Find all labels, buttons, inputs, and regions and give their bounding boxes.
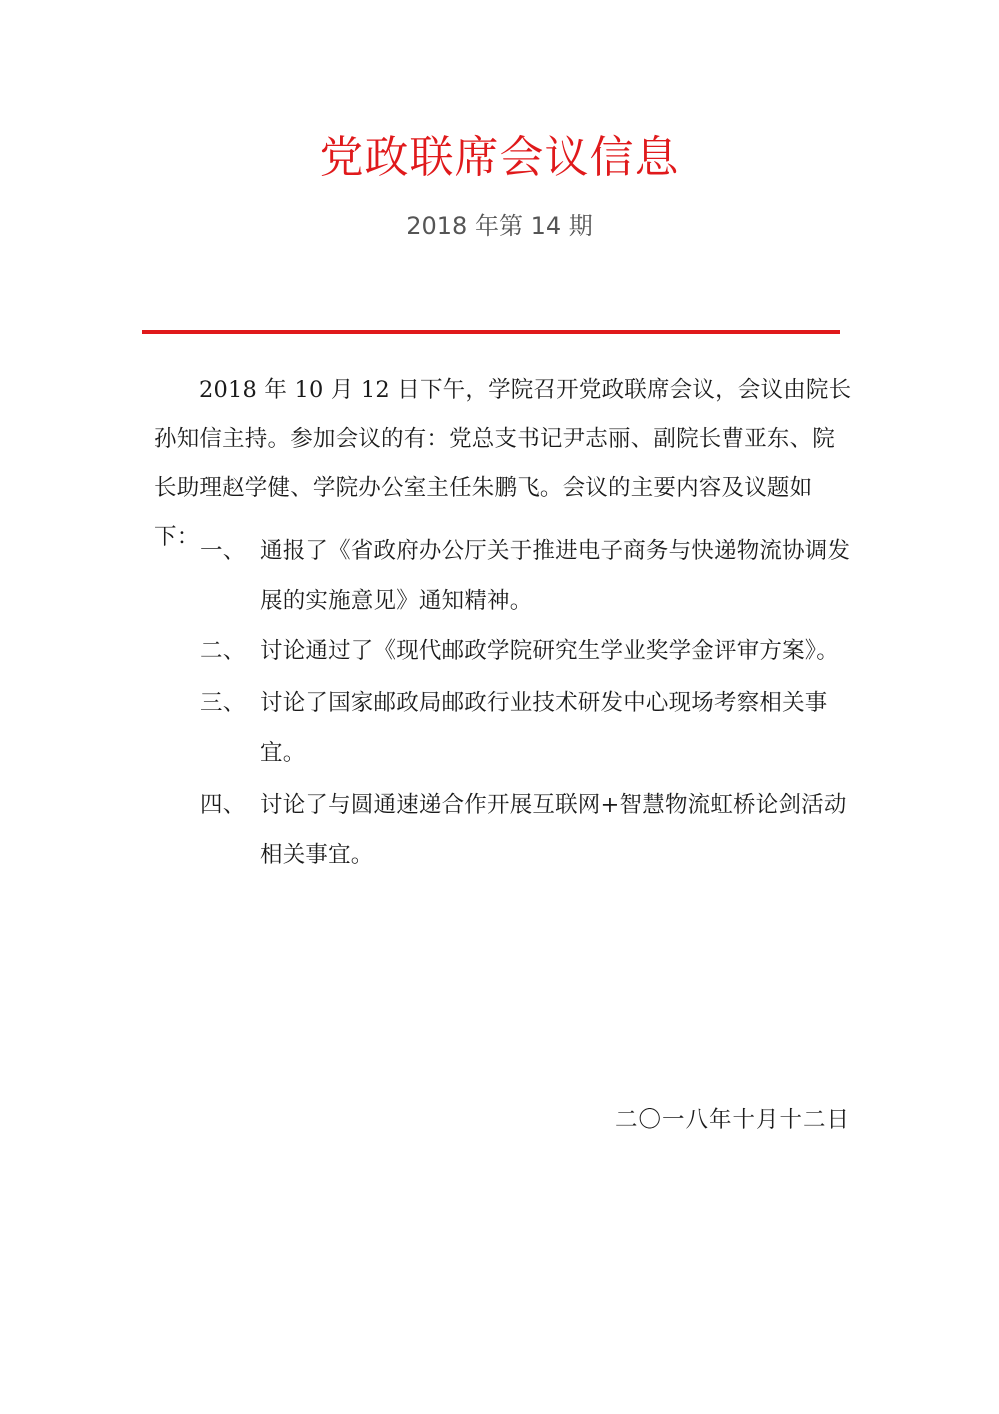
red-divider-line — [142, 330, 840, 334]
agenda-item-number: 一、 — [200, 538, 246, 564]
intro-paragraph: 2018 年 10 月 12 日下午，学院召开党政联席会议，会议由院长孙知信主持。参加会议的有：党总支书记尹志丽、副院长曹亚东、院长助理赵学健、学院办公室主任朱鹏飞。会议的主要内容及议题如下： — [154, 377, 852, 550]
agenda-item-number: 四、 — [200, 792, 246, 818]
document-title: 党政联席会议信息 — [319, 132, 680, 183]
document-date: 二〇一八年十月十二日 — [614, 1107, 850, 1133]
agenda-item-text: 讨论了国家邮政局邮政行业技术研发中心现场考察相关事宜。 — [260, 690, 828, 766]
agenda-item-number: 二、 — [200, 638, 246, 664]
agenda-item-number: 三、 — [200, 690, 246, 716]
agenda-item-text: 讨论通过了《现代邮政学院研究生学业奖学金评审方案》。 — [260, 638, 839, 664]
agenda-item — [200, 526, 860, 626]
agenda-item — [200, 678, 860, 778]
agenda-item — [200, 626, 860, 676]
agenda-item — [200, 780, 860, 880]
issue-number: 2018 年第 14 期 — [406, 212, 593, 240]
agenda-item-text: 讨论了与圆通速递合作开展互联网+智慧物流虹桥论剑活动相关事宜。 — [260, 792, 847, 868]
agenda-item-text: 通报了《省政府办公厅关于推进电子商务与快递物流协调发展的实施意见》通知精神。 — [260, 538, 851, 614]
